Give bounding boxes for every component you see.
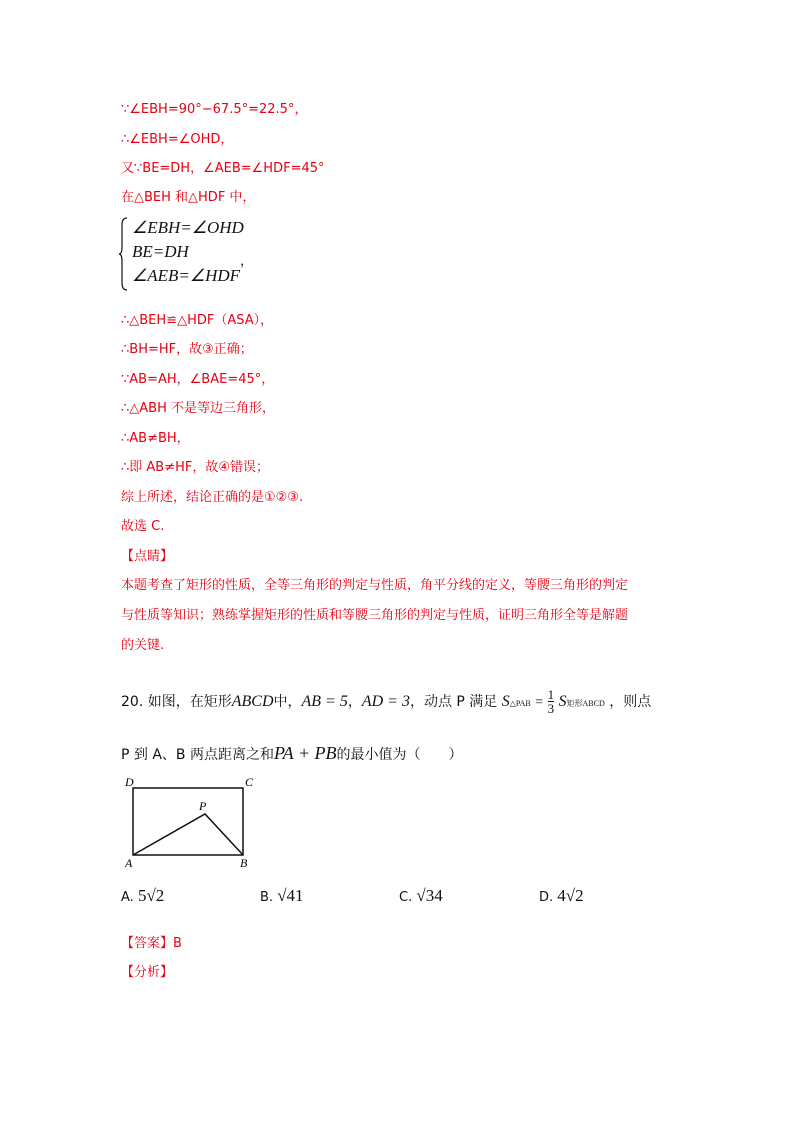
comment-heading: 【点睛】 xyxy=(121,549,174,564)
area-lhs: S△PAB xyxy=(501,693,531,710)
sum-expr: PA + PB xyxy=(273,743,337,763)
option-d: D. 4√2 xyxy=(539,886,584,905)
solution-line: ∵∠EBH=90°−67.5°=22.5°， xyxy=(121,102,308,117)
question-number: 20. xyxy=(121,694,144,710)
option-a: A. 5√2 xyxy=(121,886,165,905)
solution-line: ∴∠EBH=∠OHD， xyxy=(121,132,234,147)
label-d: D xyxy=(125,775,134,789)
solution-line: ∵AB=AH，∠BAE=45°， xyxy=(121,372,275,387)
fraction-one-third: $\frac{1}{3}$ xyxy=(547,687,555,716)
area-rhs: S矩形ABCD xyxy=(558,693,605,710)
solution-line: ∴△ABH 不是等边三角形， xyxy=(121,401,275,416)
solution-line: ∴AB≠BH， xyxy=(121,431,190,446)
equation-line: ∠AEB=∠HDF xyxy=(132,266,241,285)
answer-line: 【答案】B xyxy=(121,936,182,951)
solution-line: ∴即 AB≠HF，故④错误； xyxy=(121,460,270,475)
question-line: P 到 A、B 两点距离之和PA + PB的最小值为（ ） xyxy=(121,743,463,763)
brace-icon xyxy=(118,217,128,291)
solution-line: ∴△BEH≌△HDF（ASA）， xyxy=(121,313,274,328)
option-b: B. √41 xyxy=(260,886,304,905)
label-p: P xyxy=(199,799,207,813)
rect-name: ABCD xyxy=(231,693,274,710)
label-c: C xyxy=(245,775,254,789)
question-line: 20. 如图，在矩形ABCD中，AB = 5，AD = 3，动点 P 满足 S△PAB = $\frac{1}{3}$ S矩形ABCD ，则点 xyxy=(121,687,652,716)
comment-line: 本题考查了矩形的性质，全等三角形的判定与性质，角平分线的定义，等腰三角形的判定 xyxy=(121,578,629,593)
rectangle-figure xyxy=(124,774,264,870)
solution-line: 在△BEH 和△HDF 中， xyxy=(121,190,256,205)
comment-line: 与性质等知识；熟练掌握矩形的性质和等腰三角形的判定与性质，证明三角形全等是解题 xyxy=(121,608,629,623)
comment-line: 的关键. xyxy=(121,638,165,653)
equation-line: ∠EBH=∠OHD xyxy=(132,218,244,237)
label-b: B xyxy=(240,856,248,870)
ad-expr: AD = 3 xyxy=(361,693,410,710)
solution-line: 又∵BE=DH，∠AEB=∠HDF=45° xyxy=(121,161,325,176)
analysis-heading: 【分析】 xyxy=(121,965,174,980)
choose-line: 故选 C. xyxy=(121,519,165,534)
solution-line: 综上所述，结论正确的是①②③. xyxy=(121,490,304,505)
equation-comma: ， xyxy=(240,254,254,269)
label-a: A xyxy=(125,856,133,870)
solution-line: ∴BH=HF，故③正确； xyxy=(121,342,253,357)
option-c: C. √34 xyxy=(399,886,443,905)
equation-line: BE=DH xyxy=(132,242,189,261)
ab-expr: AB = 5 xyxy=(301,693,348,710)
